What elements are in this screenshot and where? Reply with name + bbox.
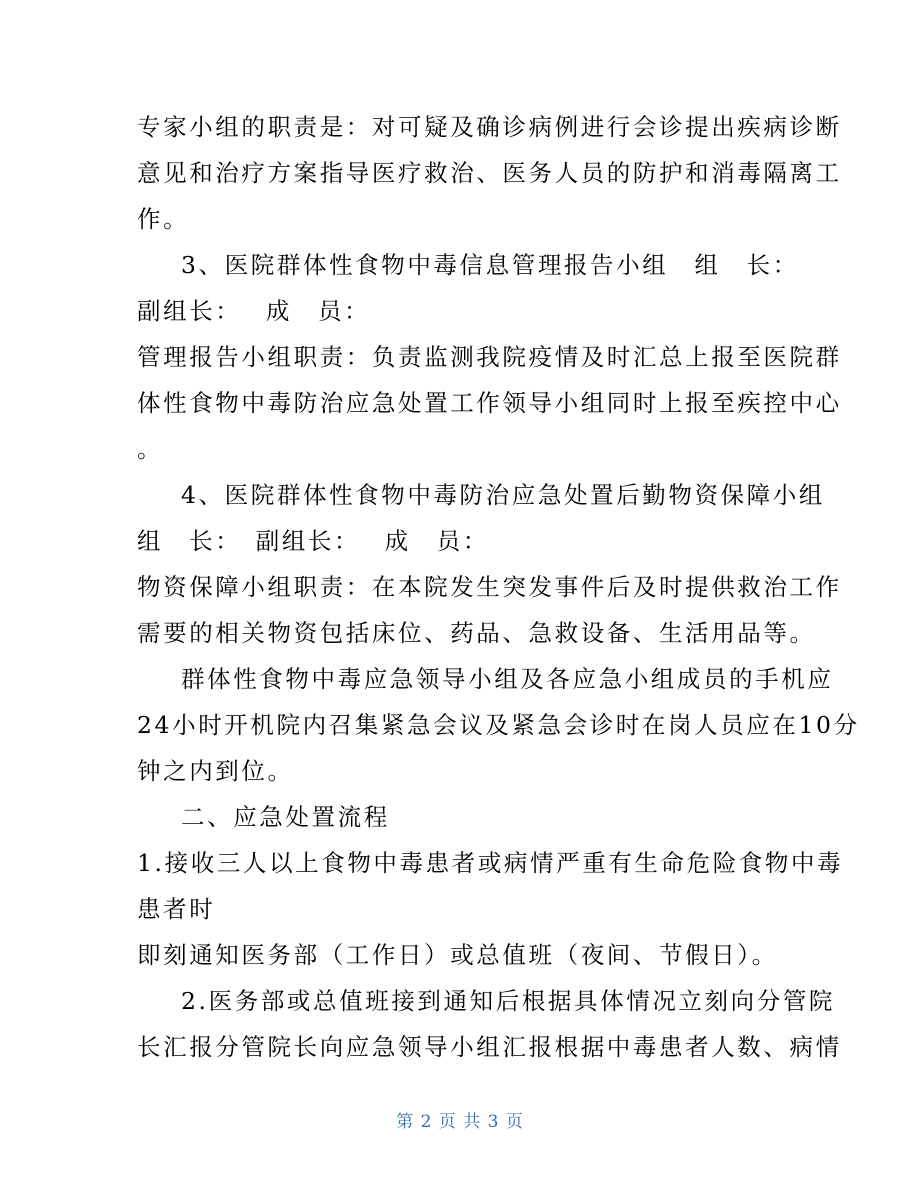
- body-text-line: 需要的相关物资包括床位、药品、急救设备、生活用品等。: [137, 619, 816, 647]
- body-text-line: 即刻通知医务部（工作日）或总值班（夜间、节假日）。: [137, 941, 778, 969]
- body-text-line: 管理报告小组职责：负责监测我院疫情及时汇总上报至医院群: [137, 343, 842, 371]
- body-text-line: 24小时开机院内召集紧急会议及紧急会诊时在岗人员应在10分: [137, 711, 860, 739]
- body-text-line: 体性食物中毒防治应急处置工作领导小组同时上报至疾控中心: [137, 389, 842, 417]
- section-heading-line: 3、医院群体性食物中毒信息管理报告小组 组 长：: [181, 251, 799, 279]
- page-number-footer: 第 2 页 共 3 页: [396, 1112, 524, 1132]
- body-text-line: 群体性食物中毒应急领导小组及各应急小组成员的手机应: [181, 665, 834, 693]
- body-text-line: 组 长： 副组长： 成 员：: [137, 527, 489, 555]
- body-text-line: 患者时: [137, 895, 216, 923]
- body-text-line: 2.医务部或总值班接到通知后根据具体情况立刻向分管院: [181, 987, 836, 1015]
- section-heading-line: 4、医院群体性食物中毒防治应急处置后勤物资保障小组: [181, 481, 825, 509]
- body-text-line: 意见和治疗方案指导医疗救治、医务人员的防护和消毒隔离工: [137, 159, 842, 187]
- body-text-line: 物资保障小组职责：在本院发生突发事件后及时提供救治工作: [137, 573, 842, 601]
- body-text-line: 。: [137, 435, 164, 463]
- body-text-line: 1.接收三人以上食物中毒患者或病情严重有生命危险食物中毒: [137, 849, 844, 877]
- body-text-line: 专家小组的职责是：对可疑及确诊病例进行会诊提出疾病诊断: [137, 113, 842, 141]
- section-heading-line: 二、应急处置流程: [181, 803, 390, 831]
- body-text-line: 副组长： 成 员：: [137, 297, 371, 325]
- body-text-line: 作。: [137, 205, 190, 233]
- body-text-line: 长汇报分管院长向应急领导小组汇报根据中毒患者人数、病情: [137, 1033, 842, 1061]
- body-text-line: 钟之内到位。: [137, 757, 294, 785]
